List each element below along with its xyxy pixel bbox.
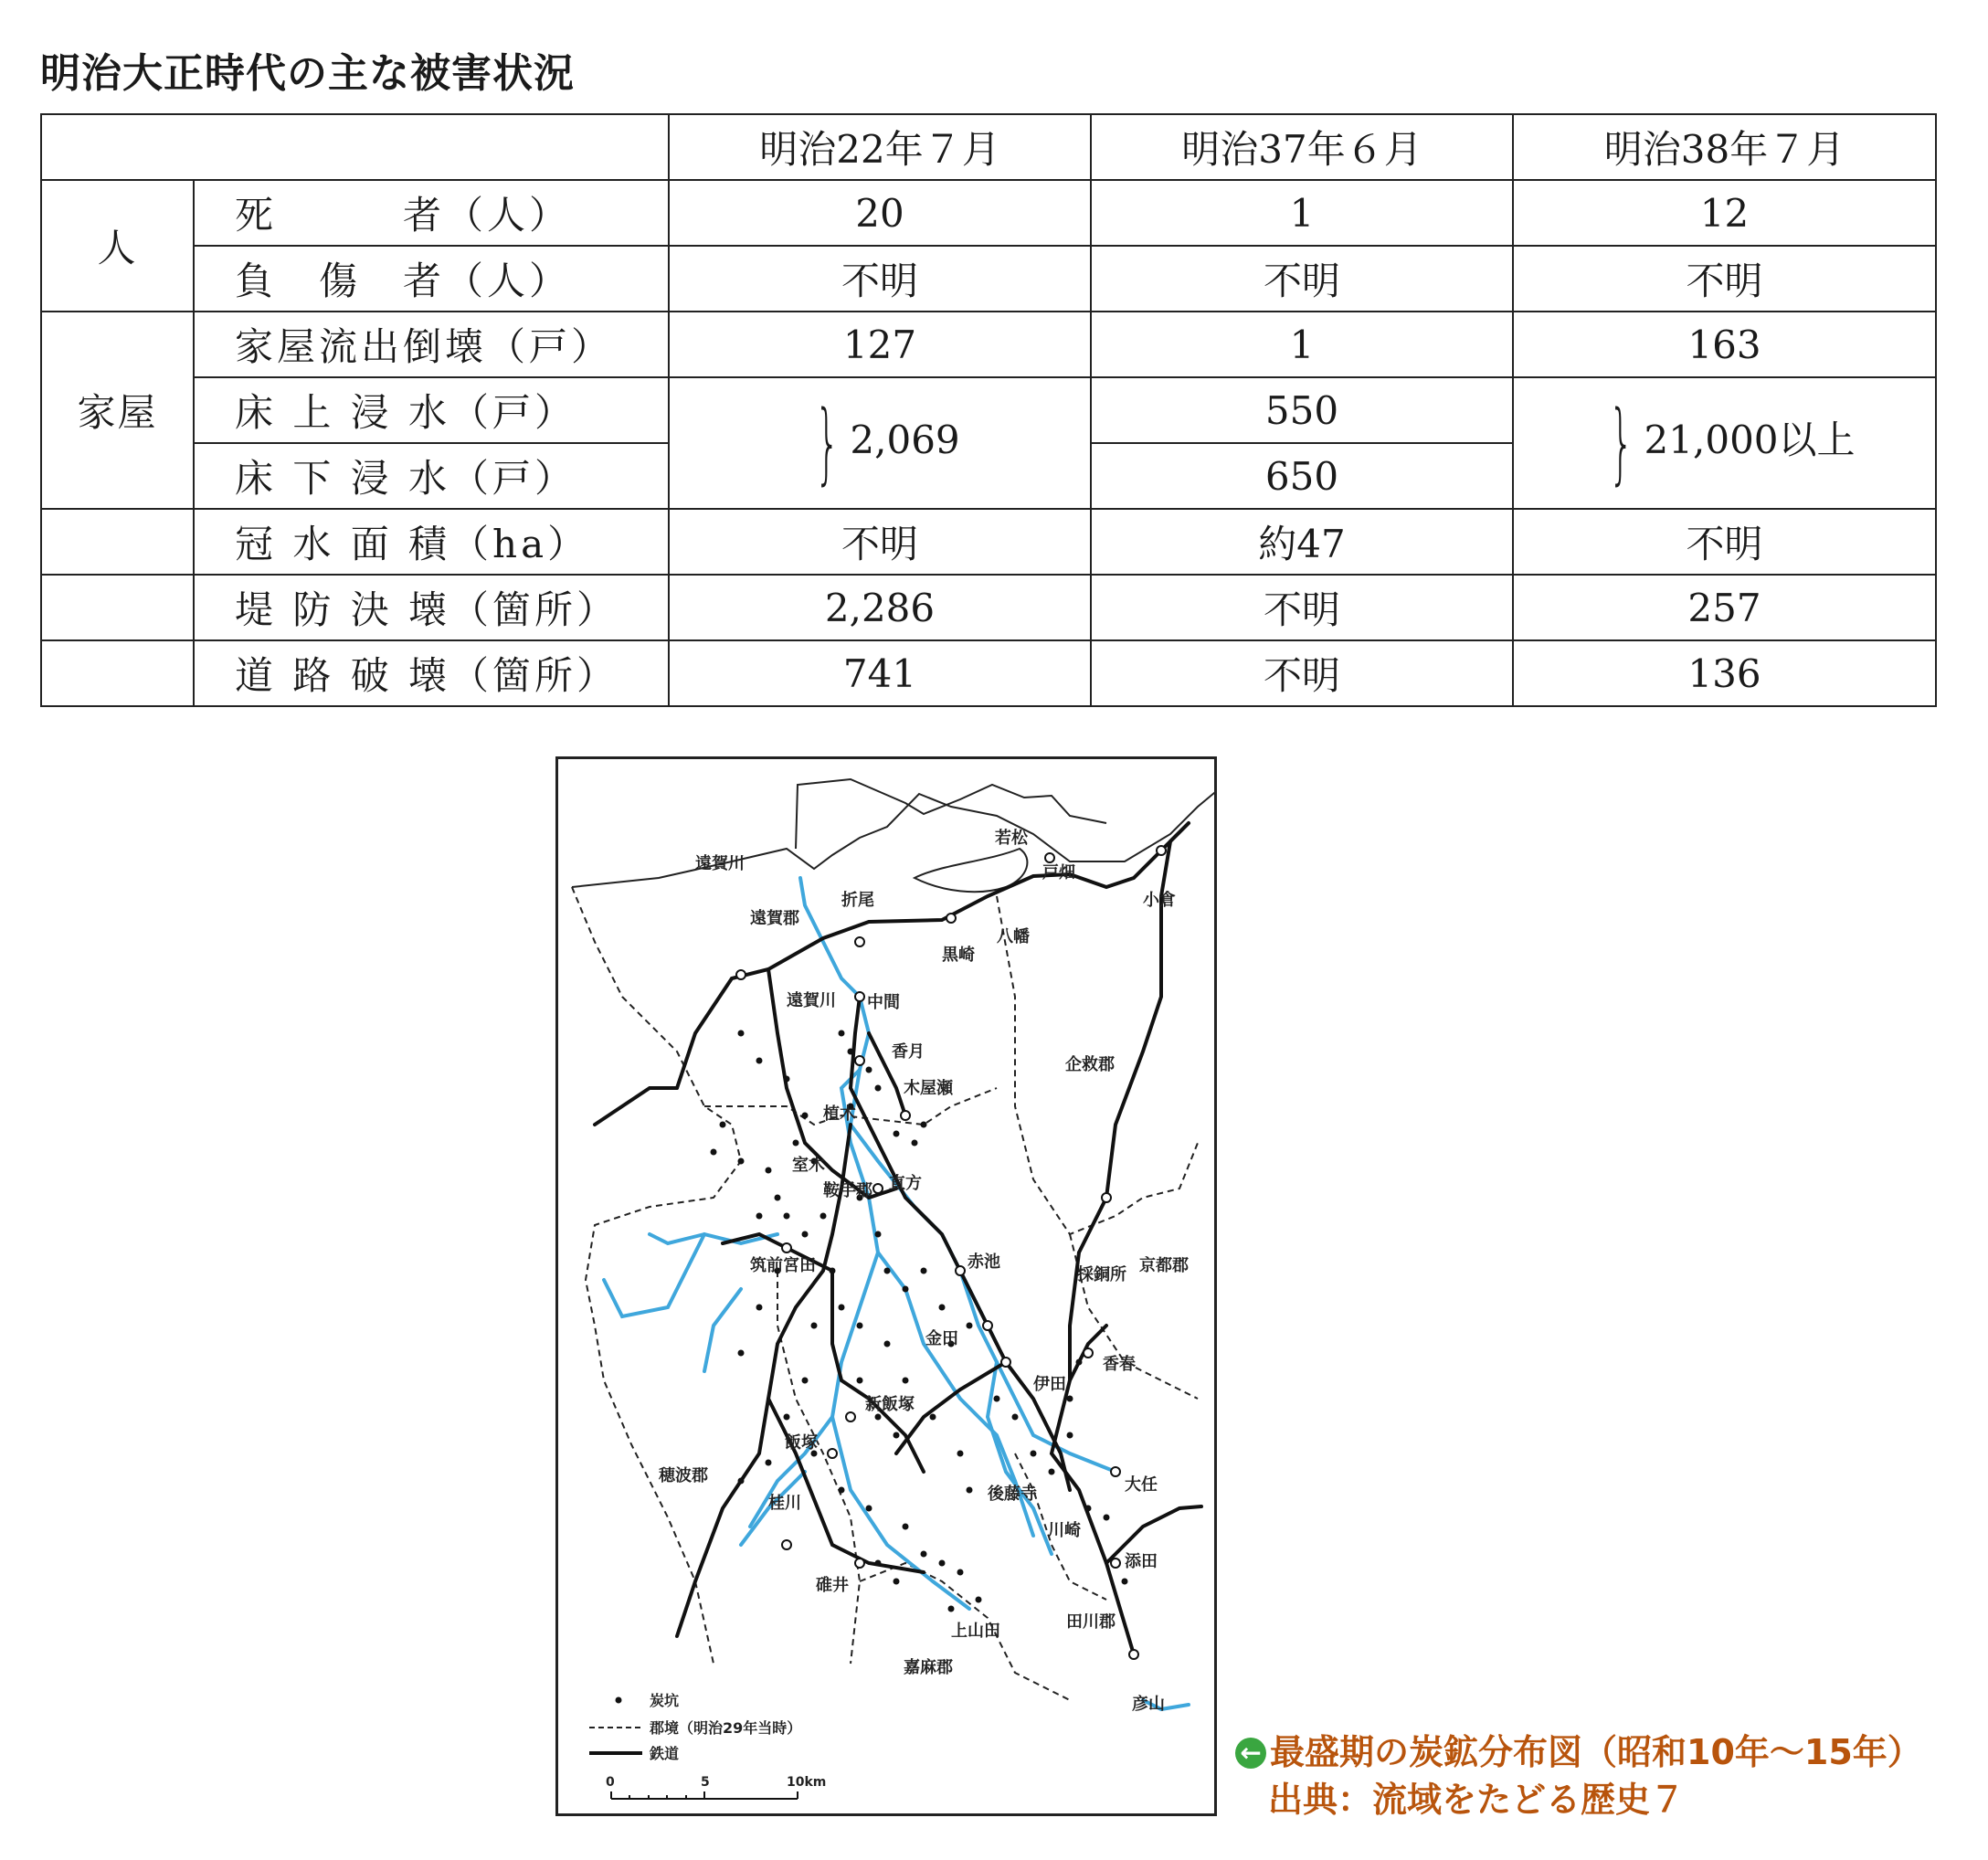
label-chikuzen-miyata: 筑前宮田: [750, 1256, 816, 1275]
table-row: [41, 640, 1936, 706]
merged-cell: [1513, 377, 1936, 509]
group-person: 人: [41, 180, 194, 312]
label-onga-gun: 遠賀郡: [750, 909, 799, 928]
legend-railway: 鉄道: [650, 1745, 680, 1762]
cell: 741: [669, 640, 1091, 706]
label-orio: 折尾: [841, 891, 874, 910]
group-house: 家屋: [41, 312, 194, 509]
coal-mine-map: [555, 756, 1217, 1816]
row-label: 負 傷 者（人）: [194, 246, 669, 312]
label-muroki: 室木: [792, 1156, 825, 1175]
legend-mine: 炭坑: [650, 1692, 680, 1709]
back-arrow-icon: ←: [1235, 1738, 1266, 1769]
coastline: [572, 788, 1217, 887]
cell: 不明: [1091, 575, 1513, 640]
coastline-north: [796, 779, 1106, 849]
label-koyanose: 木屋瀬: [904, 1079, 953, 1098]
row-label: 家屋流出倒壊（戸）: [194, 312, 669, 377]
label-shin-iizuka: 新飯塚: [865, 1395, 915, 1414]
cell: 650: [1091, 443, 1513, 509]
label-miyako-gun: 京都郡: [1139, 1256, 1189, 1275]
cell: 257: [1513, 575, 1936, 640]
label-oto: 大任: [1125, 1475, 1158, 1495]
scale-bar: [611, 1791, 798, 1799]
table-row: [41, 509, 1936, 575]
cell: 550: [1091, 377, 1513, 443]
cell: 不明: [669, 509, 1091, 575]
label-kokura: 小倉: [1143, 891, 1176, 910]
label-saido: 採銅所: [1077, 1265, 1126, 1284]
label-kiku-gun: 企救郡: [1065, 1055, 1115, 1074]
table-row: [41, 180, 1936, 246]
page-title: 明治大正時代の主な被害状況: [40, 50, 575, 97]
caption-source: 出典：流域をたどる歴史７: [1268, 1780, 1686, 1820]
label-tobata: 戸畑: [1042, 863, 1075, 882]
cell: 1: [1091, 312, 1513, 377]
brace-icon: }: [815, 392, 841, 494]
label-hikosan: 彦山: [1132, 1695, 1165, 1714]
header-corner: [41, 114, 669, 180]
legend-boundary: 郡境（明治29年当時）: [650, 1719, 802, 1737]
cell: 12: [1513, 180, 1936, 246]
label-nogata: 直方: [889, 1174, 922, 1193]
label-tagawa-gun: 田川郡: [1066, 1612, 1116, 1632]
label-iizuka: 飯塚: [785, 1433, 818, 1453]
cell: 20: [669, 180, 1091, 246]
label-ita: 伊田: [1033, 1375, 1066, 1394]
map-legend: [589, 1692, 826, 1799]
scale-ten: 10km: [787, 1775, 827, 1790]
label-akaike: 赤池: [968, 1252, 1000, 1272]
cell: 不明: [1091, 246, 1513, 312]
cell: 不明: [1513, 246, 1936, 312]
table-row: [41, 312, 1936, 377]
row-label: 冠 水 面 積（ha）: [194, 509, 669, 575]
cell: 不明: [1513, 509, 1936, 575]
label-yahata: 八幡: [997, 927, 1030, 946]
row-label: 床 下 浸 水（戸）: [194, 443, 669, 509]
row-label: 床 上 浸 水（戸）: [194, 377, 669, 443]
label-kawasaki: 川崎: [1048, 1521, 1081, 1540]
group-empty: [41, 509, 194, 575]
scale-five: 5: [701, 1775, 710, 1790]
label-goto-ji: 後藤寺: [988, 1485, 1037, 1504]
legend-mine-icon: [616, 1697, 622, 1704]
table-row: [41, 575, 1936, 640]
group-empty: [41, 640, 194, 706]
label-nakama: 中間: [867, 993, 900, 1012]
brace-icon: }: [1609, 392, 1634, 494]
row-label: 堤 防 決 壊（箇所）: [194, 575, 669, 640]
cell: 136: [1513, 640, 1936, 706]
col-header: 明治22年７月: [669, 114, 1091, 180]
col-header: 明治38年７月: [1513, 114, 1936, 180]
label-kamiyamada: 上山田: [951, 1622, 1000, 1641]
label-wakamatsu: 若松: [995, 829, 1028, 848]
row-label: 道 路 破 壊（箇所）: [194, 640, 669, 706]
cell: 127: [669, 312, 1091, 377]
cell: 1: [1091, 180, 1513, 246]
cell: 約47: [1091, 509, 1513, 575]
merged-cell: [669, 377, 1091, 509]
cell: 2,286: [669, 575, 1091, 640]
scale-zero: 0: [606, 1775, 615, 1790]
label-usui: 碓井: [816, 1576, 849, 1595]
cell: 不明: [669, 246, 1091, 312]
caption-title: [1235, 1728, 1922, 1776]
table-header-row: [41, 114, 1936, 180]
merged-value: 21,000以上: [1644, 417, 1856, 462]
cell: 不明: [1091, 640, 1513, 706]
label-kazuki: 香月: [892, 1042, 925, 1062]
label-kama-gun: 嘉麻郡: [904, 1658, 953, 1677]
damage-table: [40, 113, 1937, 707]
caption-title-text: 最盛期の炭鉱分布図（昭和10年〜15年）: [1270, 1732, 1922, 1772]
table-row: [41, 246, 1936, 312]
cell: 163: [1513, 312, 1936, 377]
row-label: 死 者（人）: [194, 180, 669, 246]
merged-value: 2,069: [850, 417, 960, 462]
table-row: [41, 377, 1936, 443]
group-empty: [41, 575, 194, 640]
label-ueki: 植木: [823, 1104, 856, 1124]
label-keisen: 桂川: [768, 1494, 801, 1513]
label-kurosaki: 黒崎: [942, 946, 975, 965]
col-header: 明治37年６月: [1091, 114, 1513, 180]
map-caption: [1235, 1728, 1922, 1823]
label-kurate-gun: 鞍手郡: [823, 1181, 872, 1200]
map-svg: [558, 759, 1217, 1816]
label-ongagawa-town: 遠賀川: [787, 991, 836, 1010]
label-soeda: 添田: [1125, 1552, 1158, 1571]
label-kanada: 金田: [925, 1329, 958, 1348]
label-kawara: 香春: [1103, 1355, 1136, 1374]
label-honami-gun: 穂波郡: [659, 1466, 708, 1485]
label-ongagawa-top: 遠賀川: [695, 854, 745, 873]
